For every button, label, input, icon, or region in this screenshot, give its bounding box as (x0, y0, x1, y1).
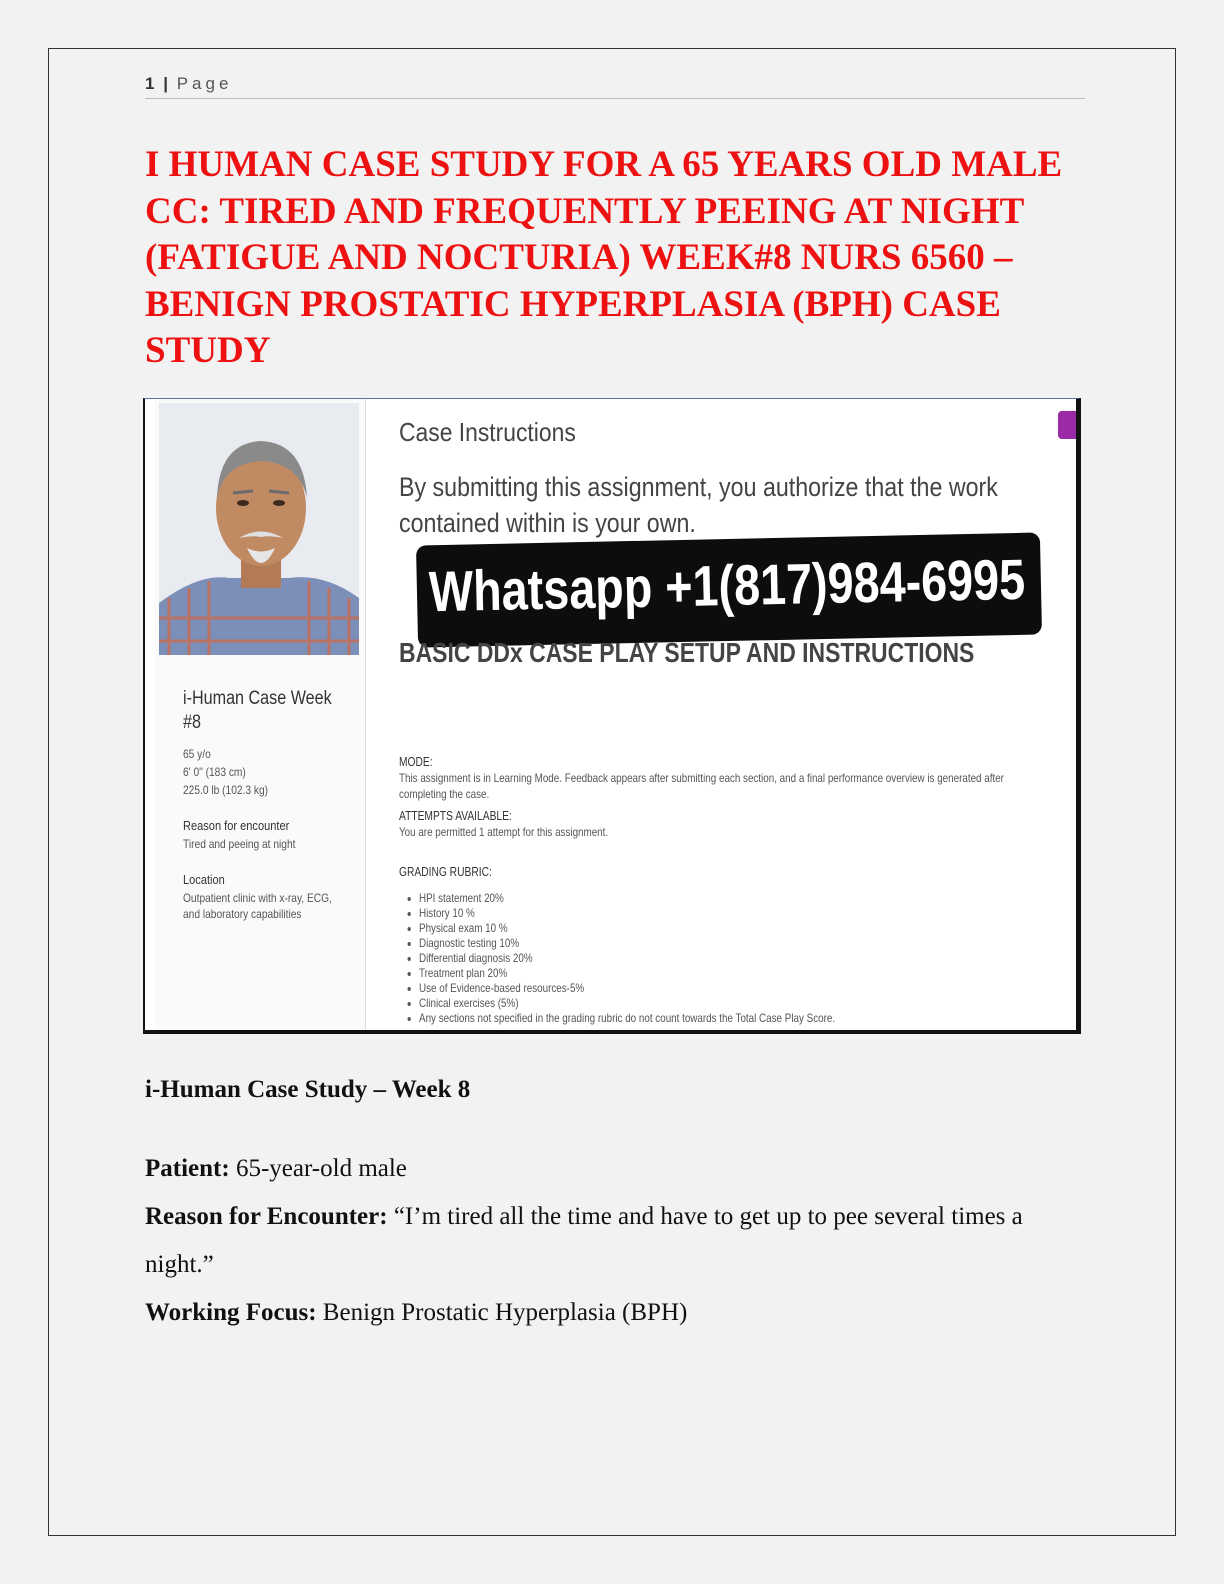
patient-value: 65-year-old male (229, 1155, 407, 1182)
mode-line-1: This assignment is in Learning Mode. Feedback appears after submitting each section, and a final performance overview is generated after (399, 771, 1004, 785)
whatsapp-text: Whatsapp +1(817)984-6995 (428, 547, 1026, 625)
instructions-title: Case Instructions (399, 417, 576, 447)
rubric-item: • Any sections not specified in the grading rubric do not count towards the Total Case Play Score. (419, 1011, 835, 1026)
header-separator: | (163, 74, 168, 93)
patient-height: 6' 0" (183 cm) (183, 765, 246, 779)
instructions-panel (381, 399, 1076, 1030)
focus-line (145, 1289, 1075, 1337)
patient-age: 65 y/o (183, 747, 211, 761)
rubric-label: GRADING RUBRIC: (399, 865, 492, 879)
encounter-reason-label: Reason for Encounter: (145, 1203, 388, 1230)
rubric-list (403, 891, 926, 1026)
patient-label: Patient: (145, 1155, 230, 1182)
focus-value: Benign Prostatic Hyperplasia (BPH) (316, 1299, 688, 1326)
rubric-item: • Physical exam 10 % (419, 921, 835, 936)
rubric-item: • Treatment plan 20% (419, 966, 835, 981)
page-word: Page (176, 74, 233, 93)
embedded-screenshot (143, 398, 1081, 1034)
document-title: I HUMAN CASE STUDY FOR A 65 YEARS OLD MALE CC: TIRED AND FREQUENTLY PEEING AT NIGHT (FATIGUE AND NOCTURIA) WEEK#8 NURS 6560 – BENIGN PROSTATIC HYPERPLASIA (BPH) CASE STUDY (145, 144, 1063, 371)
patient-avatar (159, 403, 359, 655)
mode-line-2: completing the case. (399, 787, 490, 801)
rubric-item: • Differential diagnosis 20% (419, 951, 835, 966)
reason-line (145, 1193, 1075, 1289)
purple-side-button[interactable] (1058, 411, 1076, 439)
rubric-item: • HPI statement 20% (419, 891, 835, 906)
encounter-reason-value: “I’m tired all the time and have to get up to pee several times a night.” (145, 1203, 1023, 1278)
location-line-1: Outpatient clinic with x-ray, ECG, (183, 891, 332, 905)
patient-panel (155, 399, 366, 1034)
reason-value: Tired and peeing at night (183, 837, 296, 851)
authorization-statement: By submitting this assignment, you authorize that the work contained within is your own. (399, 472, 998, 538)
reason-label: Reason for encounter (183, 818, 290, 833)
section-title: i-Human Case Study – Week 8 (145, 1076, 471, 1103)
mode-label: MODE: (399, 755, 433, 769)
patient-avatar-illustration (159, 403, 359, 655)
page-header (145, 74, 1085, 99)
rubric-item: • History 10 % (419, 906, 835, 921)
case-name: i-Human Case Week #8 (183, 688, 332, 733)
rubric-item: • Clinical exercises (5%) (419, 996, 835, 1011)
setup-heading: BASIC DDx CASE PLAY SETUP AND INSTRUCTIONS (399, 637, 975, 668)
rubric-item: • Use of Evidence-based resources-5% (419, 981, 835, 996)
page-number: 1 (145, 74, 155, 93)
attempts-label: ATTEMPTS AVAILABLE: (399, 809, 512, 823)
attempts-value: You are permitted 1 attempt for this assignment. (399, 825, 609, 839)
patient-line (145, 1145, 1075, 1193)
location-label: Location (183, 872, 225, 887)
whatsapp-banner (416, 532, 1042, 647)
location-line-2: and laboratory capabilities (183, 907, 302, 921)
rubric-item: • Diagnostic testing 10% (419, 936, 835, 951)
patient-weight: 225.0 lb (102.3 kg) (183, 783, 269, 797)
focus-label: Working Focus: (145, 1299, 317, 1326)
